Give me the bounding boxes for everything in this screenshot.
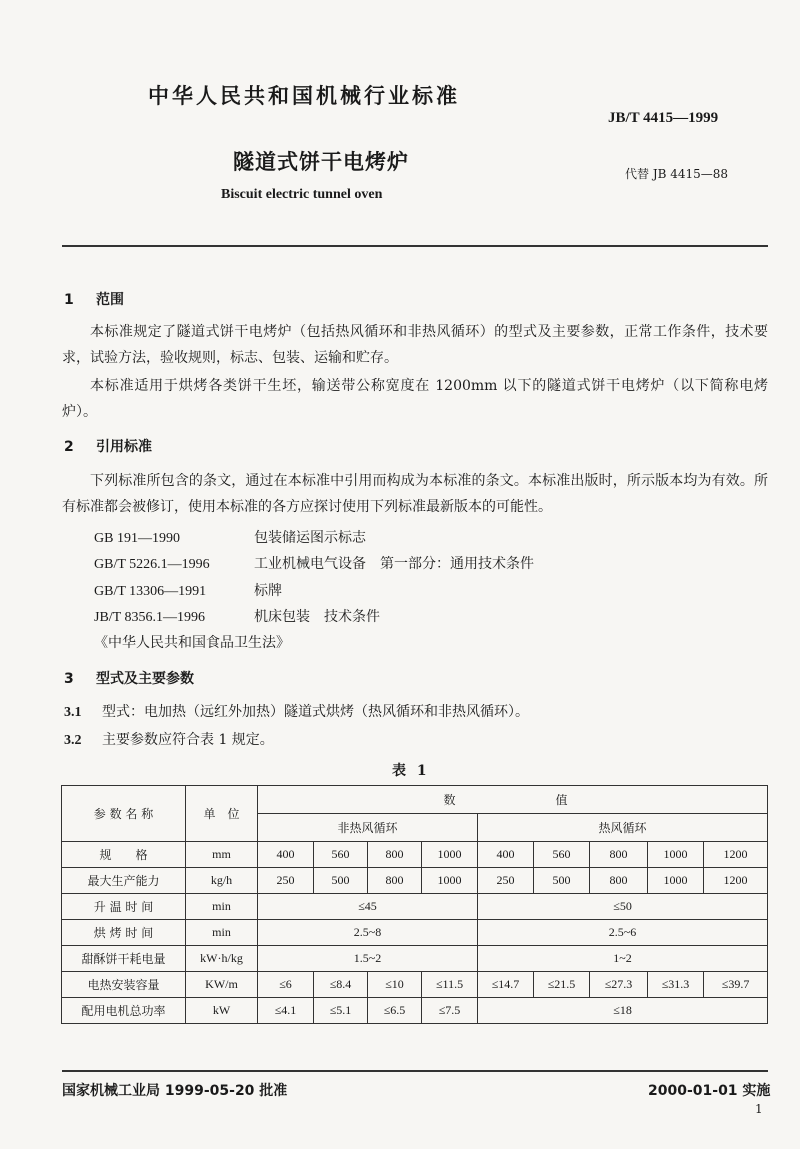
parameter-table	[61, 785, 768, 1024]
parameter-name: 规 格	[62, 842, 186, 868]
table-row	[62, 868, 768, 894]
column-header-nonhot: 非热风循环	[258, 814, 478, 842]
table-cell: ≤31.3	[648, 972, 704, 998]
table-cell: 400	[478, 842, 534, 868]
parameter-unit: min	[186, 894, 258, 920]
org-title: 中华人民共和国机械行业标准	[148, 84, 460, 108]
footer-divider	[62, 1070, 768, 1072]
clause-text: 主要参数应符合表 1 规定。	[102, 732, 274, 748]
parameter-unit: min	[186, 920, 258, 946]
page-number: 1	[755, 1102, 763, 1116]
section-title: 型式及主要参数	[96, 671, 194, 687]
table-cell: ≤21.5	[534, 972, 590, 998]
table-cell: ≤6	[258, 972, 314, 998]
table-cell: ≤39.7	[704, 972, 768, 998]
reference-name: 工业机械电气设备 第一部分：通用技术条件	[254, 556, 534, 572]
clause-3-2	[64, 729, 274, 749]
table-cell: 1200	[704, 842, 768, 868]
column-header-parameter: 参 数 名 称	[62, 786, 186, 842]
table-cell: 400	[258, 842, 314, 868]
section-number: 1	[64, 292, 74, 308]
section-3-heading	[64, 668, 194, 688]
parameter-name: 升 温 时 间	[62, 894, 186, 920]
table-cell: 250	[258, 868, 314, 894]
column-header-hot: 热风循环	[478, 814, 768, 842]
parameter-name: 最大生产能力	[62, 868, 186, 894]
table-cell: ≤14.7	[478, 972, 534, 998]
reference-name: 机床包装 技术条件	[254, 609, 380, 625]
column-header-value-1: 数	[258, 786, 478, 814]
reference-item	[94, 606, 380, 626]
parameter-unit: KW/m	[186, 972, 258, 998]
parameter-unit: kW	[186, 998, 258, 1024]
table-header-row	[62, 786, 768, 814]
parameter-unit: mm	[186, 842, 258, 868]
table-cell: ≤6.5	[368, 998, 422, 1024]
section-title: 范围	[96, 292, 124, 308]
reference-code: JB/T 8356.1—1996	[94, 610, 205, 625]
section-2-paragraph: 下列标准所包含的条文，通过在本标准中引用而构成为本标准的条文。本标准出版时，所示版本均为有效。所有标准都会被修订，使用本标准的各方应探讨使用下列标准最新版本的可能性。	[62, 473, 768, 515]
table-cell: 1000	[422, 868, 478, 894]
section-1-paragraph-2: 本标准适用于烘烤各类饼干生坯，输送带公称宽度在 1200mm 以下的隧道式饼干电烤炉（以下简称电烤炉）。	[62, 378, 768, 420]
reference-name: 包装储运图示标志	[254, 530, 366, 546]
standard-number: JB/T 4415—1999	[608, 110, 719, 126]
document-title: 隧道式饼干电烤炉	[233, 150, 409, 174]
table-cell: ≤4.1	[258, 998, 314, 1024]
section-1-heading	[64, 289, 124, 309]
reference-code: GB/T 13306—1991	[94, 584, 207, 599]
english-title: Biscuit electric tunnel oven	[221, 187, 383, 202]
parameter-name: 甜酥饼干耗电量	[62, 946, 186, 972]
table-cell: 560	[534, 842, 590, 868]
reference-code: GB/T 5226.1—1996	[94, 557, 210, 572]
reference-item	[94, 527, 366, 547]
table-row	[62, 920, 768, 946]
table-cell: 1000	[648, 842, 704, 868]
section-2-heading	[64, 436, 152, 456]
parameter-unit: kg/h	[186, 868, 258, 894]
approval-note: 国家机械工业局 1999-05-20 批准	[62, 1083, 288, 1099]
section-1-paragraph-1: 本标准规定了隧道式饼干电烤炉（包括热风循环和非热风循环）的型式及主要参数，正常工作条件，技术要求，试验方法，验收规则，标志、包装、运输和贮存。	[62, 324, 768, 366]
table-row	[62, 946, 768, 972]
reference-code: GB 191—1990	[94, 531, 180, 546]
table-row	[62, 998, 768, 1024]
table-row	[62, 894, 768, 920]
table-cell: ≤11.5	[422, 972, 478, 998]
effective-date: 2000-01-01 实施	[648, 1083, 771, 1099]
table-cell: 800	[368, 868, 422, 894]
section-number: 3	[64, 671, 74, 687]
clause-text: 型式：电加热（远红外加热）隧道式烘烤（热风循环和非热风循环）。	[102, 704, 529, 720]
table-cell: ≤7.5	[422, 998, 478, 1024]
table-cell: 800	[590, 868, 648, 894]
column-header-value-2: 值	[478, 786, 768, 814]
parameter-unit: kW·h/kg	[186, 946, 258, 972]
table-cell-merged: ≤45	[258, 894, 478, 920]
table-cell: 800	[368, 842, 422, 868]
header-divider	[62, 245, 768, 247]
table-caption: 表 1	[392, 763, 430, 779]
table-cell-merged: ≤50	[478, 894, 768, 920]
clause-number: 3.1	[64, 705, 82, 720]
table-cell-merged: ≤18	[478, 998, 768, 1024]
table-cell-merged: 1~2	[478, 946, 768, 972]
clause-number: 3.2	[64, 733, 82, 748]
table-row	[62, 972, 768, 998]
table-cell: 1200	[704, 868, 768, 894]
section-title: 引用标准	[96, 439, 152, 455]
table-cell: 560	[314, 842, 368, 868]
table-cell-merged: 2.5~8	[258, 920, 478, 946]
table-cell: 1000	[648, 868, 704, 894]
reference-law: 《中华人民共和国食品卫生法》	[94, 635, 290, 651]
table-row	[62, 842, 768, 868]
table-cell: ≤8.4	[314, 972, 368, 998]
parameter-name: 烘 烤 时 间	[62, 920, 186, 946]
reference-item	[94, 553, 534, 573]
column-header-unit: 单 位	[186, 786, 258, 842]
replaces-note: 代替 JB 4415—88	[625, 167, 729, 181]
reference-name: 标牌	[254, 583, 282, 599]
clause-3-1	[64, 701, 529, 721]
section-number: 2	[64, 439, 74, 455]
table-cell: 800	[590, 842, 648, 868]
parameter-name: 配用电机总功率	[62, 998, 186, 1024]
table-cell: 1000	[422, 842, 478, 868]
table-cell: ≤5.1	[314, 998, 368, 1024]
table-cell: ≤27.3	[590, 972, 648, 998]
reference-item	[94, 580, 282, 600]
table-cell-merged: 2.5~6	[478, 920, 768, 946]
table-cell: 250	[478, 868, 534, 894]
table-cell: ≤10	[368, 972, 422, 998]
table-cell-merged: 1.5~2	[258, 946, 478, 972]
table-cell: 500	[534, 868, 590, 894]
table-cell: 500	[314, 868, 368, 894]
parameter-name: 电热安装容量	[62, 972, 186, 998]
